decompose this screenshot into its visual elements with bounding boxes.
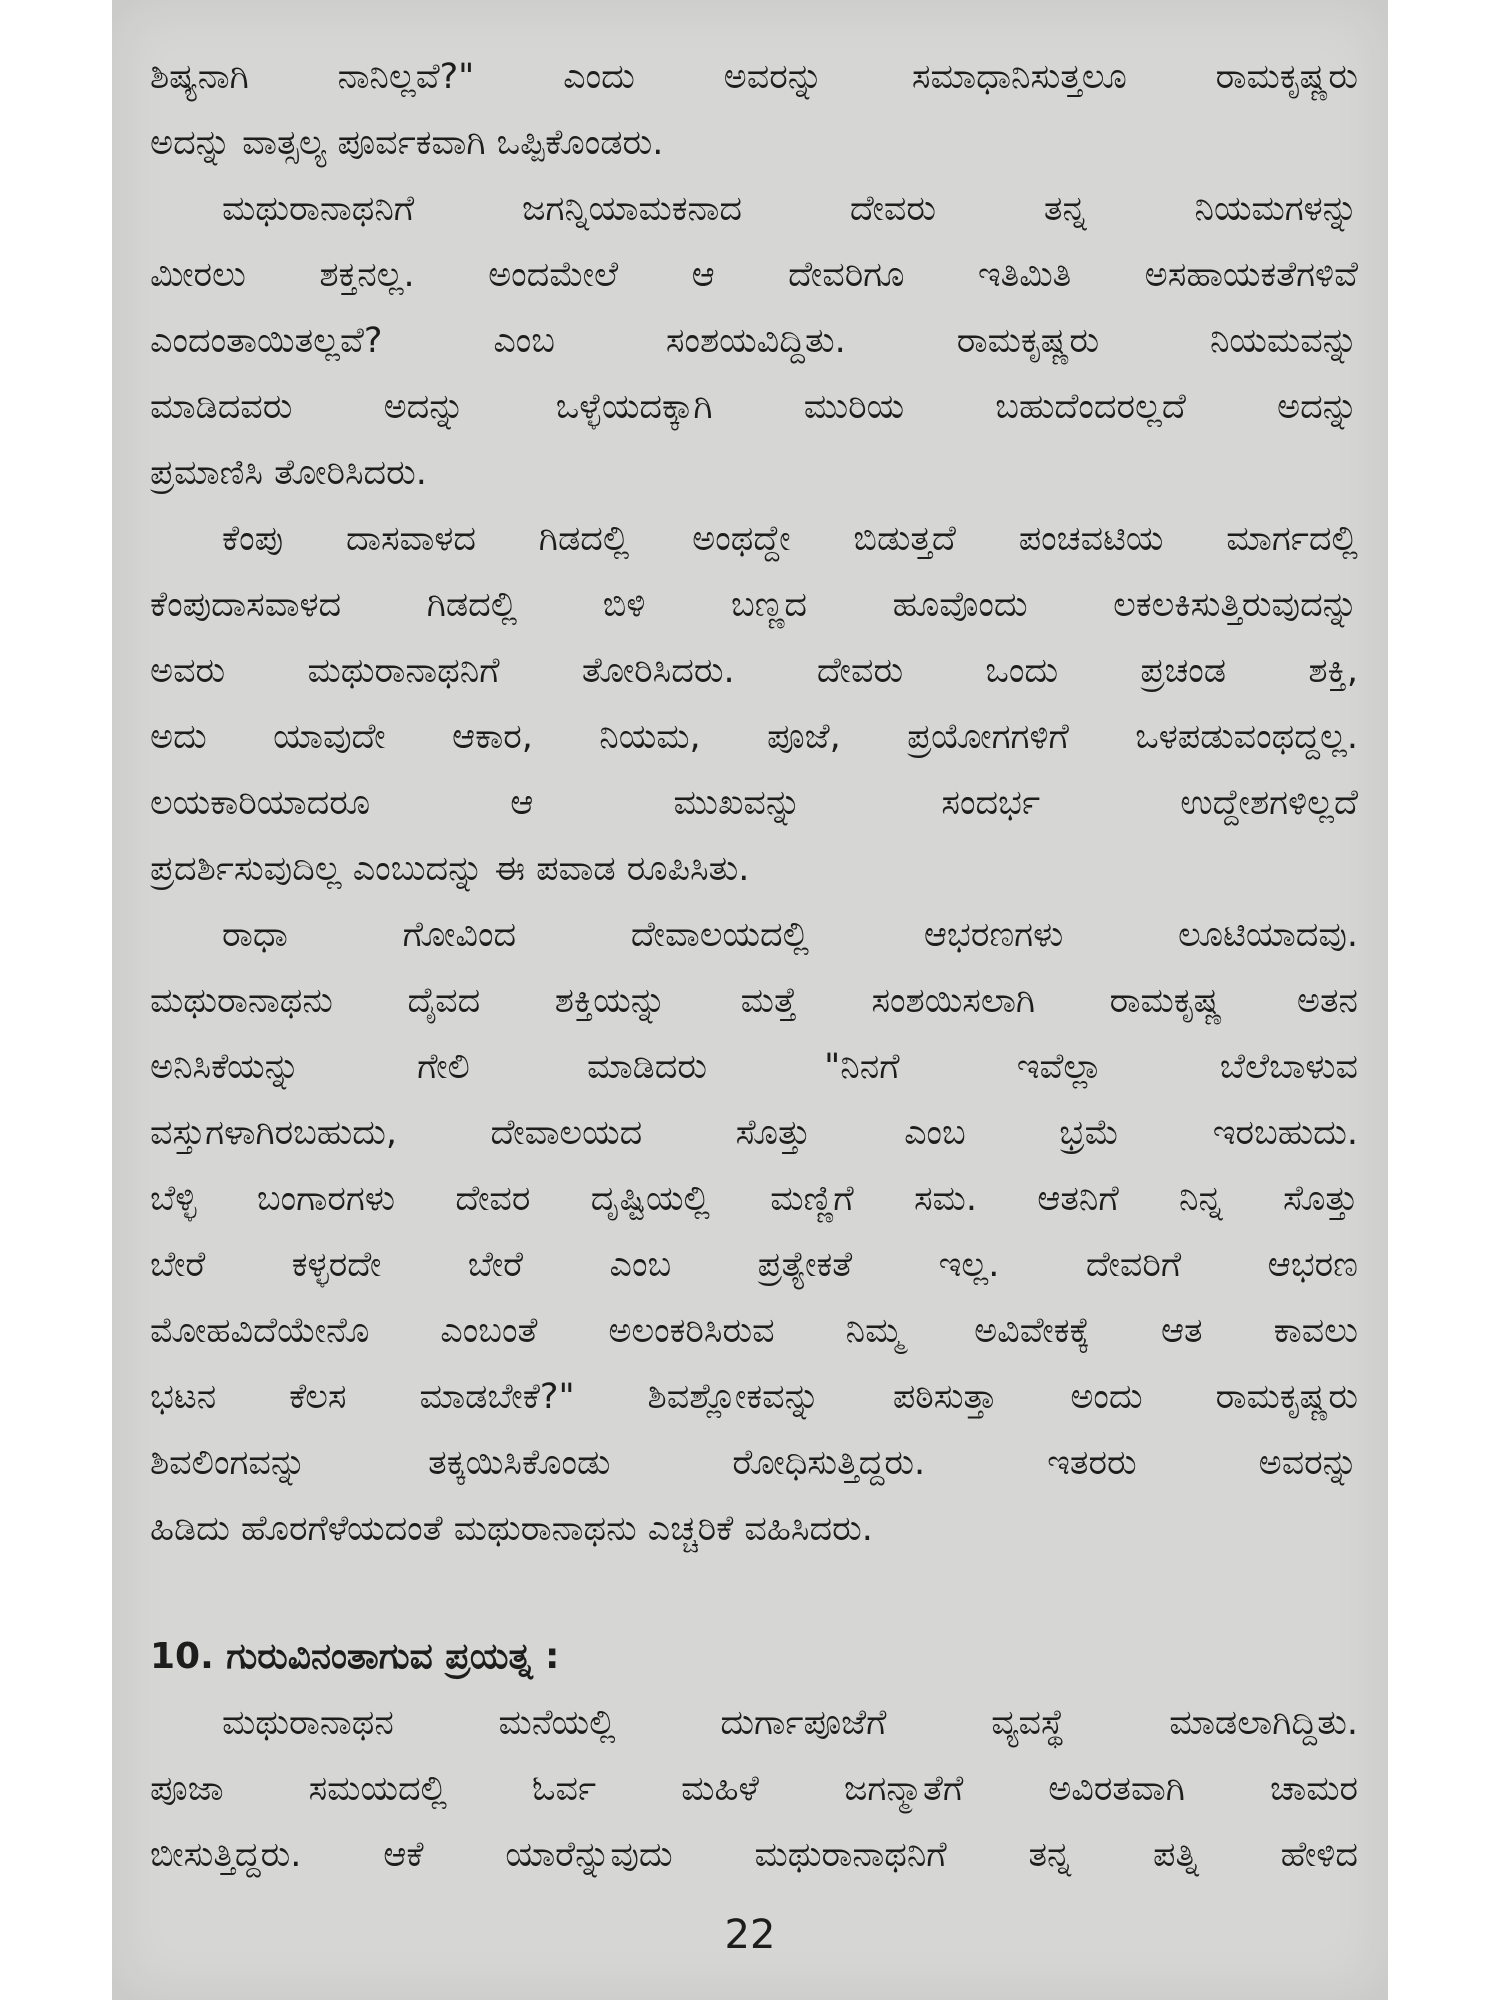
text-line: ಭಟನ ಕೆಲಸ ಮಾಡಬೇಕೆ?" ಶಿವಶ್ಲೋಕವನ್ನು ಪಠಿಸುತ್ತಾ ಅಂದು ರಾಮಕೃಷ್ಣರು xyxy=(150,1377,1358,1417)
text-line: ಮಥುರಾನಾಥನು ದೈವದ ಶಕ್ತಿಯನ್ನು ಮತ್ತೆ ಸಂಶಯಿಸಲಾಗಿ ರಾಮಕೃಷ್ಣ ಅತನ xyxy=(150,981,1358,1021)
text-line: ಪೂಜಾ ಸಮಯದಲ್ಲಿ ಓರ್ವ ಮಹಿಳೆ ಜಗನ್ಮಾತೆಗೆ ಅವಿರತವಾಗಿ ಚಾಮರ xyxy=(150,1769,1358,1809)
text-line: ಬೇರೆ ಕಳ್ಳರದೇ ಬೇರೆ ಎಂಬ ಪ್ರತ್ಯೇಕತೆ ಇಲ್ಲ. ದೇವರಿಗೆ ಆಭರಣ xyxy=(150,1245,1358,1285)
text-line: ಅದು ಯಾವುದೇ ಆಕಾರ, ನಿಯಮ, ಪೂಜೆ, ಪ್ರಯೋಗಗಳಿಗೆ ಒಳಪಡುವಂಥದ್ದಲ್ಲ. xyxy=(150,717,1358,757)
section-heading: 10. ಗುರುವಿನಂತಾಗುವ ಪ್ರಯತ್ನ : xyxy=(150,1636,560,1677)
text-line: ರಾಧಾ ಗೋವಿಂದ ದೇವಾಲಯದಲ್ಲಿ ಆಭರಣಗಳು ಲೂಟಿಯಾದವು. xyxy=(222,915,1358,955)
text-line: ಅನಿಸಿಕೆಯನ್ನು ಗೇಲಿ ಮಾಡಿದರು "ನಿನಗೆ ಇವೆಲ್ಲಾ ಬೆಲೆಬಾಳುವ xyxy=(150,1047,1358,1087)
text-line: ಹಿಡಿದು ಹೊರಗೆಳೆಯದಂತೆ ಮಥುರಾನಾಥನು ಎಚ್ಚರಿಕೆ ವಹಿಸಿದರು. xyxy=(150,1509,873,1549)
section-paragraph xyxy=(150,1690,1358,1888)
paragraph-1 xyxy=(150,44,1358,176)
text-line: ಪ್ರಮಾಣಿಸಿ ತೋರಿಸಿದರು. xyxy=(150,453,427,493)
text-line: ಎಂದಂತಾಯಿತಲ್ಲವೆ? ಎಂಬ ಸಂಶಯವಿದ್ದಿತು. ರಾಮಕೃಷ್ಣರು ನಿಯಮವನ್ನು xyxy=(150,321,1358,361)
page-body xyxy=(150,44,1358,1888)
text-line: ಕೆಂಪುದಾಸವಾಳದ ಗಿಡದಲ್ಲಿ ಬಿಳಿ ಬಣ್ಣದ ಹೂವೊಂದು ಲಕಲಕಿಸುತ್ತಿರುವುದನ್ನು xyxy=(150,585,1358,625)
text-line: ಶಿಷ್ಯನಾಗಿ ನಾನಿಲ್ಲವೆ?" ಎಂದು ಅವರನ್ನು ಸಮಾಧಾನಿಸುತ್ತಲೂ ರಾಮಕೃಷ್ಣರು xyxy=(150,57,1358,97)
text-line: ಮಾಡಿದವರು ಅದನ್ನು ಒಳ್ಳೆಯದಕ್ಕಾಗಿ ಮುರಿಯ ಬಹುದೆಂದರಲ್ಲದೆ ಅದನ್ನು xyxy=(150,387,1358,427)
text-line: ಮಥುರಾನಾಥನಿಗೆ ಜಗನ್ನಿಯಾಮಕನಾದ ದೇವರು ತನ್ನ ನಿಯಮಗಳನ್ನು xyxy=(222,189,1358,229)
text-line: ಬೀಸುತ್ತಿದ್ದರು. ಆಕೆ ಯಾರೆನ್ನುವುದು ಮಥುರಾನಾಥನಿಗೆ ತನ್ನ ಪತ್ನಿ ಹೇಳಿದ xyxy=(150,1835,1358,1875)
text-line: ಮೀರಲು ಶಕ್ತನಲ್ಲ. ಅಂದಮೇಲೆ ಆ ದೇವರಿಗೂ ಇತಿಮಿತಿ ಅಸಹಾಯಕತೆಗಳಿವೆ xyxy=(150,255,1358,295)
paragraph-4 xyxy=(150,902,1358,1562)
page-number: 22 xyxy=(724,1912,776,1958)
text-line: ಅದನ್ನು ವಾತ್ಸಲ್ಯ ಪೂರ್ವಕವಾಗಿ ಒಪ್ಪಿಕೊಂಡರು. xyxy=(150,123,664,163)
text-line: ಬೆಳ್ಳಿ ಬಂಗಾರಗಳು ದೇವರ ದೃಷ್ಟಿಯಲ್ಲಿ ಮಣ್ಣಿಗೆ ಸಮ. ಆತನಿಗೆ ನಿನ್ನ ಸೊತ್ತು xyxy=(150,1179,1358,1219)
text-line: ಕೆಂಪು ದಾಸವಾಳದ ಗಿಡದಲ್ಲಿ ಅಂಥದ್ದೇ ಬಿಡುತ್ತದೆ ಪಂಚವಟಿಯ ಮಾರ್ಗದಲ್ಲಿ xyxy=(222,519,1358,559)
paragraph-3 xyxy=(150,506,1358,902)
paragraph-2 xyxy=(150,176,1358,506)
text-line: ಲಯಕಾರಿಯಾದರೂ ಆ ಮುಖವನ್ನು ಸಂದರ್ಭ ಉದ್ದೇಶಗಳಿಲ್ಲದೆ xyxy=(150,783,1358,823)
text-line: ಪ್ರದರ್ಶಿಸುವುದಿಲ್ಲ ಎಂಬುದನ್ನು ಈ ಪವಾಡ ರೂಪಿಸಿತು. xyxy=(150,849,750,889)
text-line: ಮಥುರಾನಾಥನ ಮನೆಯಲ್ಲಿ ದುರ್ಗಾಪೂಜೆಗೆ ವ್ಯವಸ್ಥೆ ಮಾಡಲಾಗಿದ್ದಿತು. xyxy=(222,1703,1358,1743)
text-line: ಅವರು ಮಥುರಾನಾಥನಿಗೆ ತೋರಿಸಿದರು. ದೇವರು ಒಂದು ಪ್ರಚಂಡ ಶಕ್ತಿ, xyxy=(150,651,1358,691)
text-line: ಶಿವಲಿಂಗವನ್ನು ತಕ್ಕಯಿಸಿಕೊಂಡು ರೋಧಿಸುತ್ತಿದ್ದರು. ಇತರರು ಅವರನ್ನು xyxy=(150,1443,1358,1483)
text-line: ಮೋಹವಿದೆಯೇನೊ ಎಂಬಂತೆ ಅಲಂಕರಿಸಿರುವ ನಿಮ್ಮ ಅವಿವೇಕಕ್ಕೆ ಆತ ಕಾವಲು xyxy=(150,1311,1358,1351)
text-line: ವಸ್ತುಗಳಾಗಿರಬಹುದು, ದೇವಾಲಯದ ಸೊತ್ತು ಎಂಬ ಭ್ರಮೆ ಇರಬಹುದು. xyxy=(150,1113,1358,1153)
